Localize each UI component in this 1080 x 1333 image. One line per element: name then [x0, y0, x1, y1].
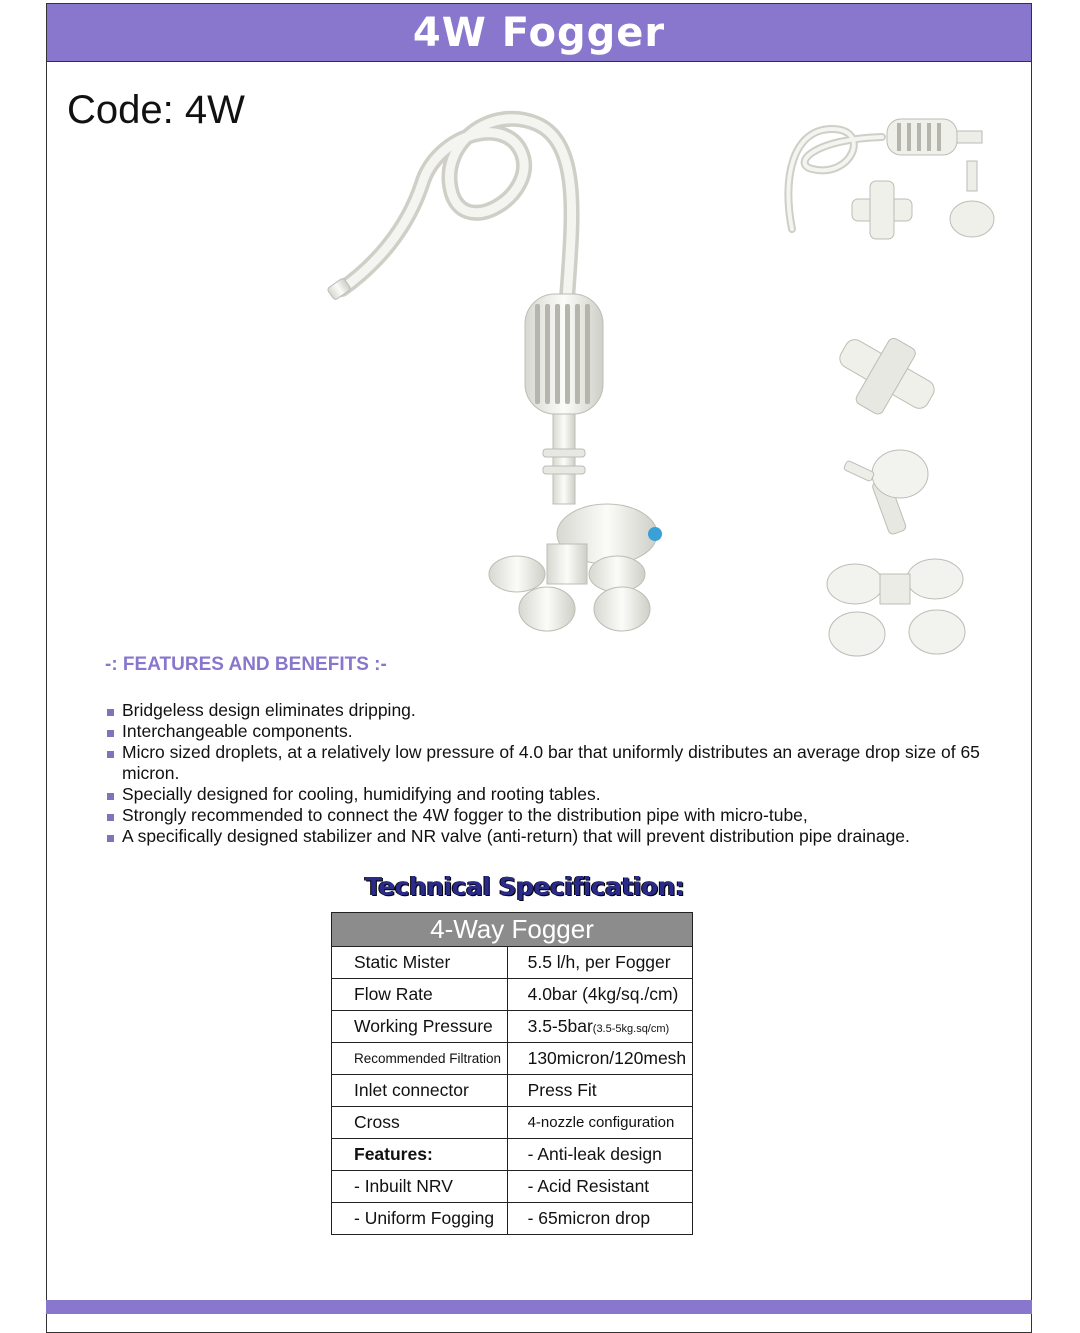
list-item: Interchangeable components.: [105, 721, 985, 742]
header-bar: [47, 4, 1031, 62]
spec-value: 130micron/120mesh: [507, 1043, 692, 1075]
list-item: Bridgeless design eliminates dripping.: [105, 700, 985, 721]
spec-value: - Acid Resistant: [507, 1171, 692, 1203]
table-row: [332, 1203, 693, 1235]
product-code: Code: 4W: [67, 88, 245, 132]
spec-value: Press Fit: [507, 1075, 692, 1107]
spec-table: [331, 912, 693, 1235]
fogger-parts-image: [772, 109, 1012, 269]
spec-value: - Anti-leak design: [507, 1139, 692, 1171]
spec-label: Inlet connector: [332, 1075, 508, 1107]
square-bullet-icon: [107, 814, 114, 821]
table-heading: 4-Way Fogger: [332, 913, 693, 947]
square-bullet-icon: [107, 730, 114, 737]
nrv-valve-image: [842, 444, 932, 539]
spec-label: Flow Rate: [332, 979, 508, 1011]
list-item: Micro sized droplets, at a relatively low pressure of 4.0 bar that uniformly distributes an average drop size of 65 micron.: [105, 742, 985, 784]
page-frame: [46, 3, 1032, 1333]
square-bullet-icon: [107, 793, 114, 800]
spec-label: Recommended Filtration: [332, 1043, 508, 1075]
table-row: [332, 947, 693, 979]
table-row: [332, 1043, 693, 1075]
page-title: 4W Fogger: [412, 10, 666, 56]
table-row: [332, 1011, 693, 1043]
fogger-assembly-image: [317, 104, 677, 649]
spec-title: Technical Specification:: [365, 872, 685, 901]
table-row: [332, 979, 693, 1011]
spec-value: 4.0bar (4kg/sq./cm): [507, 979, 692, 1011]
spec-label: Features:: [332, 1139, 508, 1171]
table-row: [332, 1107, 693, 1139]
spec-value: - 65micron drop: [507, 1203, 692, 1235]
spec-value: 5.5 l/h, per Fogger: [507, 947, 692, 979]
square-bullet-icon: [107, 709, 114, 716]
table-row: [332, 1139, 693, 1171]
table-row: [332, 1171, 693, 1203]
spec-value-note: (3.5-5kg.sq/cm): [592, 1023, 670, 1035]
footer-bar: [46, 1300, 1032, 1314]
spec-value: 4-nozzle configuration: [507, 1107, 692, 1139]
list-item: A specifically designed stabilizer and NR valve (anti-return) that will prevent distribution pipe drainage.: [105, 826, 985, 847]
connector-image: [832, 334, 942, 424]
spec-label: Static Mister: [332, 947, 508, 979]
features-list: [105, 700, 985, 847]
list-item: Specially designed for cooling, humidifying and rooting tables.: [105, 784, 985, 805]
spec-label: Cross: [332, 1107, 508, 1139]
spec-value-main: 3.5-5bar: [527, 1016, 593, 1036]
features-heading: -: FEATURES AND BENEFITS :-: [105, 654, 387, 675]
cross-nozzles-image: [825, 554, 970, 669]
list-item: Strongly recommended to connect the 4W fogger to the distribution pipe with micro-tube,: [105, 805, 985, 826]
spec-label: - Uniform Fogging: [332, 1203, 508, 1235]
spec-label: - Inbuilt NRV: [332, 1171, 508, 1203]
table-row: [332, 1075, 693, 1107]
square-bullet-icon: [107, 751, 114, 758]
square-bullet-icon: [107, 835, 114, 842]
spec-label: Working Pressure: [332, 1011, 508, 1043]
table-header-row: [332, 913, 693, 947]
spec-value: [507, 1011, 692, 1043]
